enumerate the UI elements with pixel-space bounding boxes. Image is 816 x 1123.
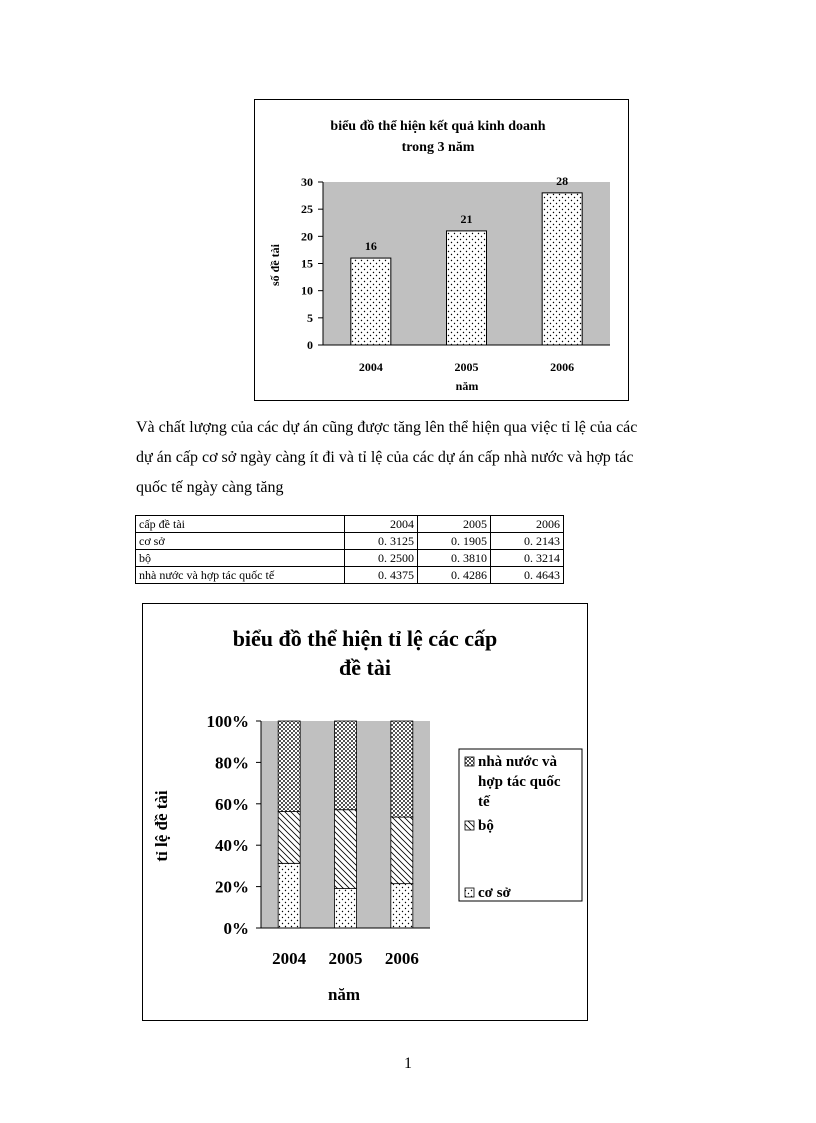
chart2-x-tick-label: 2004 <box>272 949 307 968</box>
chart2-y-tick-label: 40% <box>215 836 249 856</box>
chart1-y-tick-label: 25 <box>301 202 313 217</box>
table-cell: 0. 3810 <box>418 550 491 567</box>
table-cell: 0. 2500 <box>345 550 418 567</box>
chart1-y-tick-label: 0 <box>307 338 313 352</box>
chart2-legend-swatch <box>465 757 474 766</box>
table-header-row <box>136 516 564 533</box>
chart1-x-tick-label: 2005 <box>454 360 479 374</box>
chart2-bar-segment <box>391 817 413 884</box>
chart2-bar-segment <box>335 810 357 889</box>
chart2-legend-swatch <box>465 821 474 830</box>
chart1-x-tick-label: 2006 <box>550 360 575 374</box>
chart1-bar <box>542 193 582 345</box>
paragraph-line: dự án cấp cơ sở ngày càng ít đi và tỉ lệ của các dự án cấp nhà nước và hợp tác <box>136 449 634 466</box>
chart2-y-tick-label: 60% <box>215 794 249 814</box>
table-cell: 0. 2143 <box>491 533 564 550</box>
chart1-y-axis-label: số đề tài <box>268 244 282 286</box>
chart2-y-tick-label: 20% <box>215 877 249 897</box>
chart2-y-tick-label: 80% <box>215 753 249 773</box>
chart2-legend-label: cơ sở <box>478 885 511 901</box>
chart2-legend-label: tế <box>478 794 490 810</box>
paragraph-line: Và chất lượng của các dự án cũng được tăng lên thể hiện qua việc tỉ lệ của các <box>136 419 638 436</box>
chart1-y-tick-label: 10 <box>301 283 313 298</box>
project-level-ratio-table <box>135 515 564 584</box>
chart-business-results <box>254 99 629 401</box>
body-paragraph <box>136 413 746 503</box>
chart2-bar-segment <box>391 721 413 817</box>
chart2-legend-label: bộ <box>478 818 494 834</box>
chart2-bar-segment <box>335 889 357 928</box>
chart1-bar <box>351 258 391 345</box>
chart1-y-tick-label: 30 <box>301 175 313 189</box>
paragraph-line: quốc tế ngày càng tăng <box>136 479 284 496</box>
chart2-y-axis-label: tỉ lệ đề tài <box>152 790 171 862</box>
chart2-bar-segment <box>278 812 300 864</box>
table-row <box>136 567 564 584</box>
chart1-data-label: 21 <box>460 211 473 226</box>
chart2-x-tick-label: 2005 <box>328 949 363 968</box>
chart2-bar-segment <box>278 721 300 812</box>
chart2-title-line-1: biểu đồ thể hiện tỉ lệ các cấp <box>232 626 498 651</box>
chart2-title-line-2: đề tài <box>339 655 391 680</box>
table-cell: 0. 3214 <box>491 550 564 567</box>
chart2-y-tick-label: 0% <box>223 919 249 938</box>
chart2-y-tick-label: 100% <box>206 712 249 731</box>
chart-project-level-ratio <box>142 603 588 1021</box>
chart1-data-label: 16 <box>364 239 377 254</box>
chart2-legend-swatch <box>465 888 474 897</box>
chart2-bar-segment <box>335 721 357 810</box>
chart1-y-tick-label: 20 <box>301 229 313 244</box>
table-cell: 0. 4286 <box>418 567 491 584</box>
chart2-x-axis-label: năm <box>327 985 361 1004</box>
chart-business-results-svg <box>255 100 628 400</box>
table-header-cell: 2004 <box>345 516 418 533</box>
chart-project-level-ratio-svg <box>143 604 587 1020</box>
chart1-title-line-1: biểu đồ thể hiện kết quả kinh doanh <box>330 119 546 134</box>
chart2-x-tick-label: 2006 <box>384 949 419 968</box>
table-cell: nhà nước và hợp tác quốc tế <box>136 567 345 584</box>
chart1-title-line-2: trong 3 năm <box>401 140 475 155</box>
chart1-y-tick-label: 15 <box>301 256 313 271</box>
chart2-bar-segment <box>391 884 413 928</box>
table-header-cell: 2005 <box>418 516 491 533</box>
chart1-bar <box>447 231 487 345</box>
table-cell: 0. 3125 <box>345 533 418 550</box>
table-cell: 0. 4643 <box>491 567 564 584</box>
table-row <box>136 550 564 567</box>
chart2-bar-segment <box>278 863 300 928</box>
chart1-x-axis-label: năm <box>455 379 479 393</box>
chart2-legend-label: hợp tác quốc <box>478 774 561 790</box>
page-number: 1 <box>404 1055 412 1072</box>
chart1-data-label: 28 <box>556 173 569 188</box>
table-header-cell: 2006 <box>491 516 564 533</box>
table-cell: 0. 1905 <box>418 533 491 550</box>
chart1-x-tick-label: 2004 <box>358 360 383 374</box>
chart1-y-tick-label: 5 <box>307 310 313 325</box>
table-cell: bộ <box>136 550 345 567</box>
table-cell: 0. 4375 <box>345 567 418 584</box>
table-row <box>136 533 564 550</box>
table-header-cell: cấp đề tài <box>136 516 345 533</box>
table-cell: cơ sở <box>136 533 345 550</box>
chart2-legend-label: nhà nước và <box>478 754 557 770</box>
